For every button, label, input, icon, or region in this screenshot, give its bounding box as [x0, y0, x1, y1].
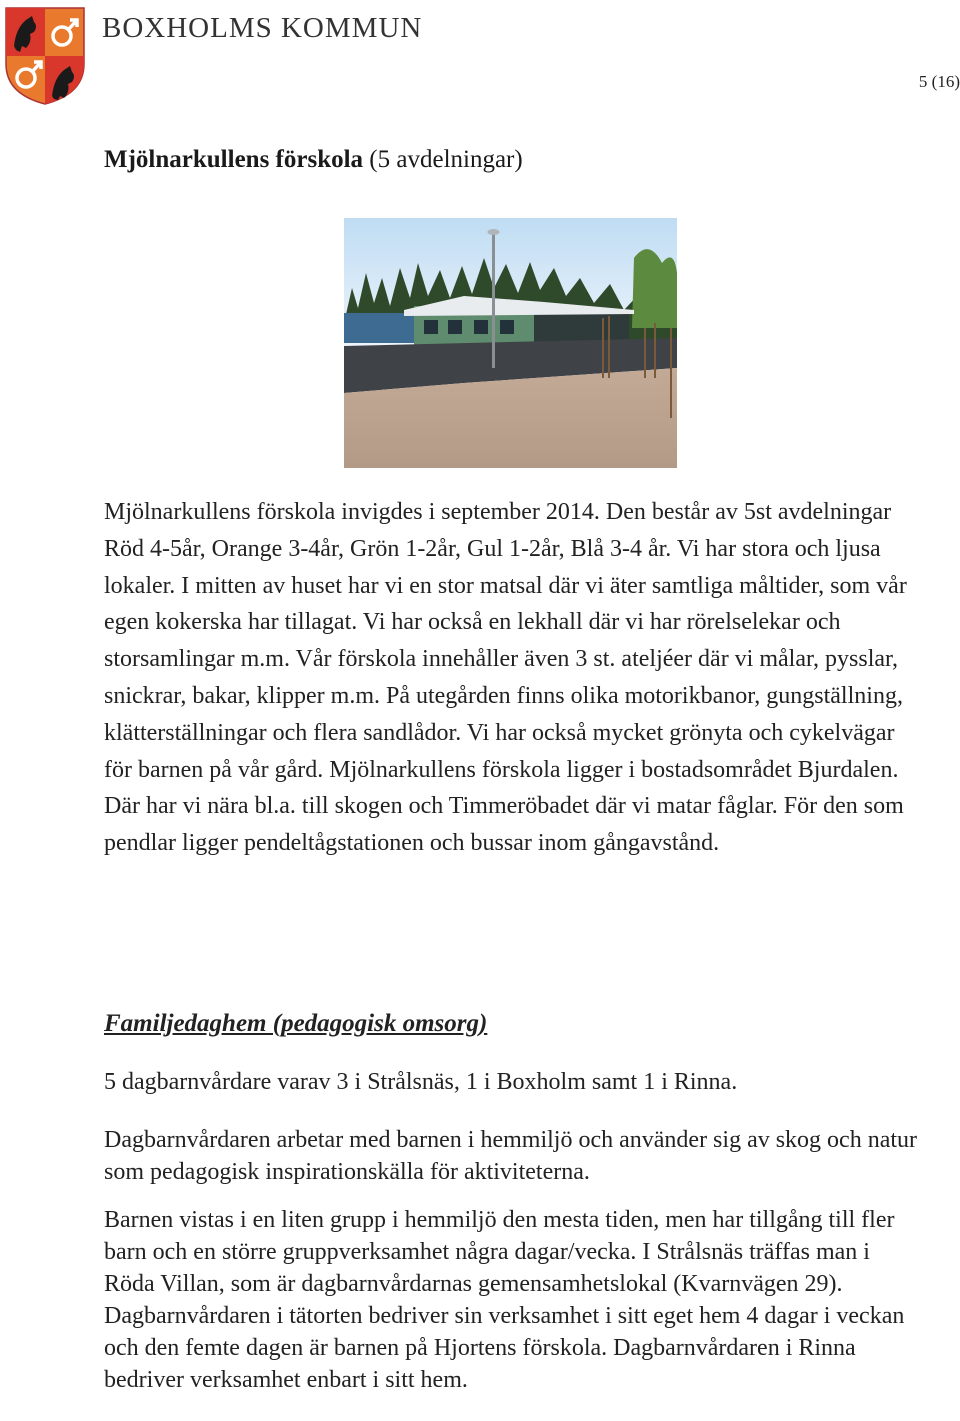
section-title-mjolnarkullen: [104, 146, 523, 174]
section-title-familjedaghem: Familjedaghem (pedagogisk omsorg): [104, 1010, 488, 1037]
section-title-bold: Mjölnarkullens förskola: [104, 146, 364, 173]
coat-of-arms-logo: [4, 6, 86, 106]
familjedaghem-environment: Dagbarnvårdaren arbetar med barnen i hemmiljö och använder sig av skog och natur som pedagogisk inspirationskälla för aktiviteterna.: [104, 1127, 918, 1185]
familjedaghem-details: Barnen vistas i en liten grupp i hemmiljö den mesta tiden, men har tillgång till fler barn och en större gruppverksamhet några dagar/vecka. I Strålsnäs träffas man i Röda Villan, som är dagbarnvårdarnas gemensamhetslokal (Kvarnvägen 29). Dagbarnvårdaren i tätorten bedriver sin verksamhet i sitt eget hem 4 dagar i veckan och den femte dagen är barnen på Hjortens förskola. Dagbarnvårdaren i Rinna bedriver verksamhet enbart i sitt hem.: [104, 1207, 905, 1393]
familjedaghem-count: 5 dagbarnvårdare varav 3 i Strålsnäs, 1 i Boxholm samt 1 i Rinna.: [104, 1069, 738, 1095]
preschool-photo: [344, 218, 677, 468]
organization-name: BOXHOLMS KOMMUN: [102, 12, 423, 44]
section-title-rest: (5 avdelningar): [363, 146, 523, 173]
page-number: 5 (16): [918, 72, 960, 91]
mjolnarkullen-description: Mjölnarkullens förskola invigdes i september 2014. Den består av 5st avdelningar Röd 4-5år, Orange 3-4år, Grön 1-2år, Gul 1-2år, Blå 3-4 år. Vi har stora och ljusa lokaler. I mitten av huset har vi en stor matsal där vi äter samtliga måltider, som vår egen kokerska har tillagat. Vi har också en lekhall där vi har rörelselekar och storsamlingar m.m. Vår förskola innehåller även 3 st. ateljéer där vi målar, pysslar, snickrar, bakar, klipper m.m. På utegården finns olika motorikbanor, gungställning, klätterställningar och flera sandlådor. Vi har också mycket grönyta och cykelvägar för barnen på vår gård. Mjölnarkullens förskola ligger i bostadsområdet Bjurdalen. Där har vi nära bl.a. till skogen och Timmeröbadet där vi matar fåglar. För den som pendlar ligger pendeltågstationen och bussar inom gångavstånd.: [104, 499, 907, 857]
